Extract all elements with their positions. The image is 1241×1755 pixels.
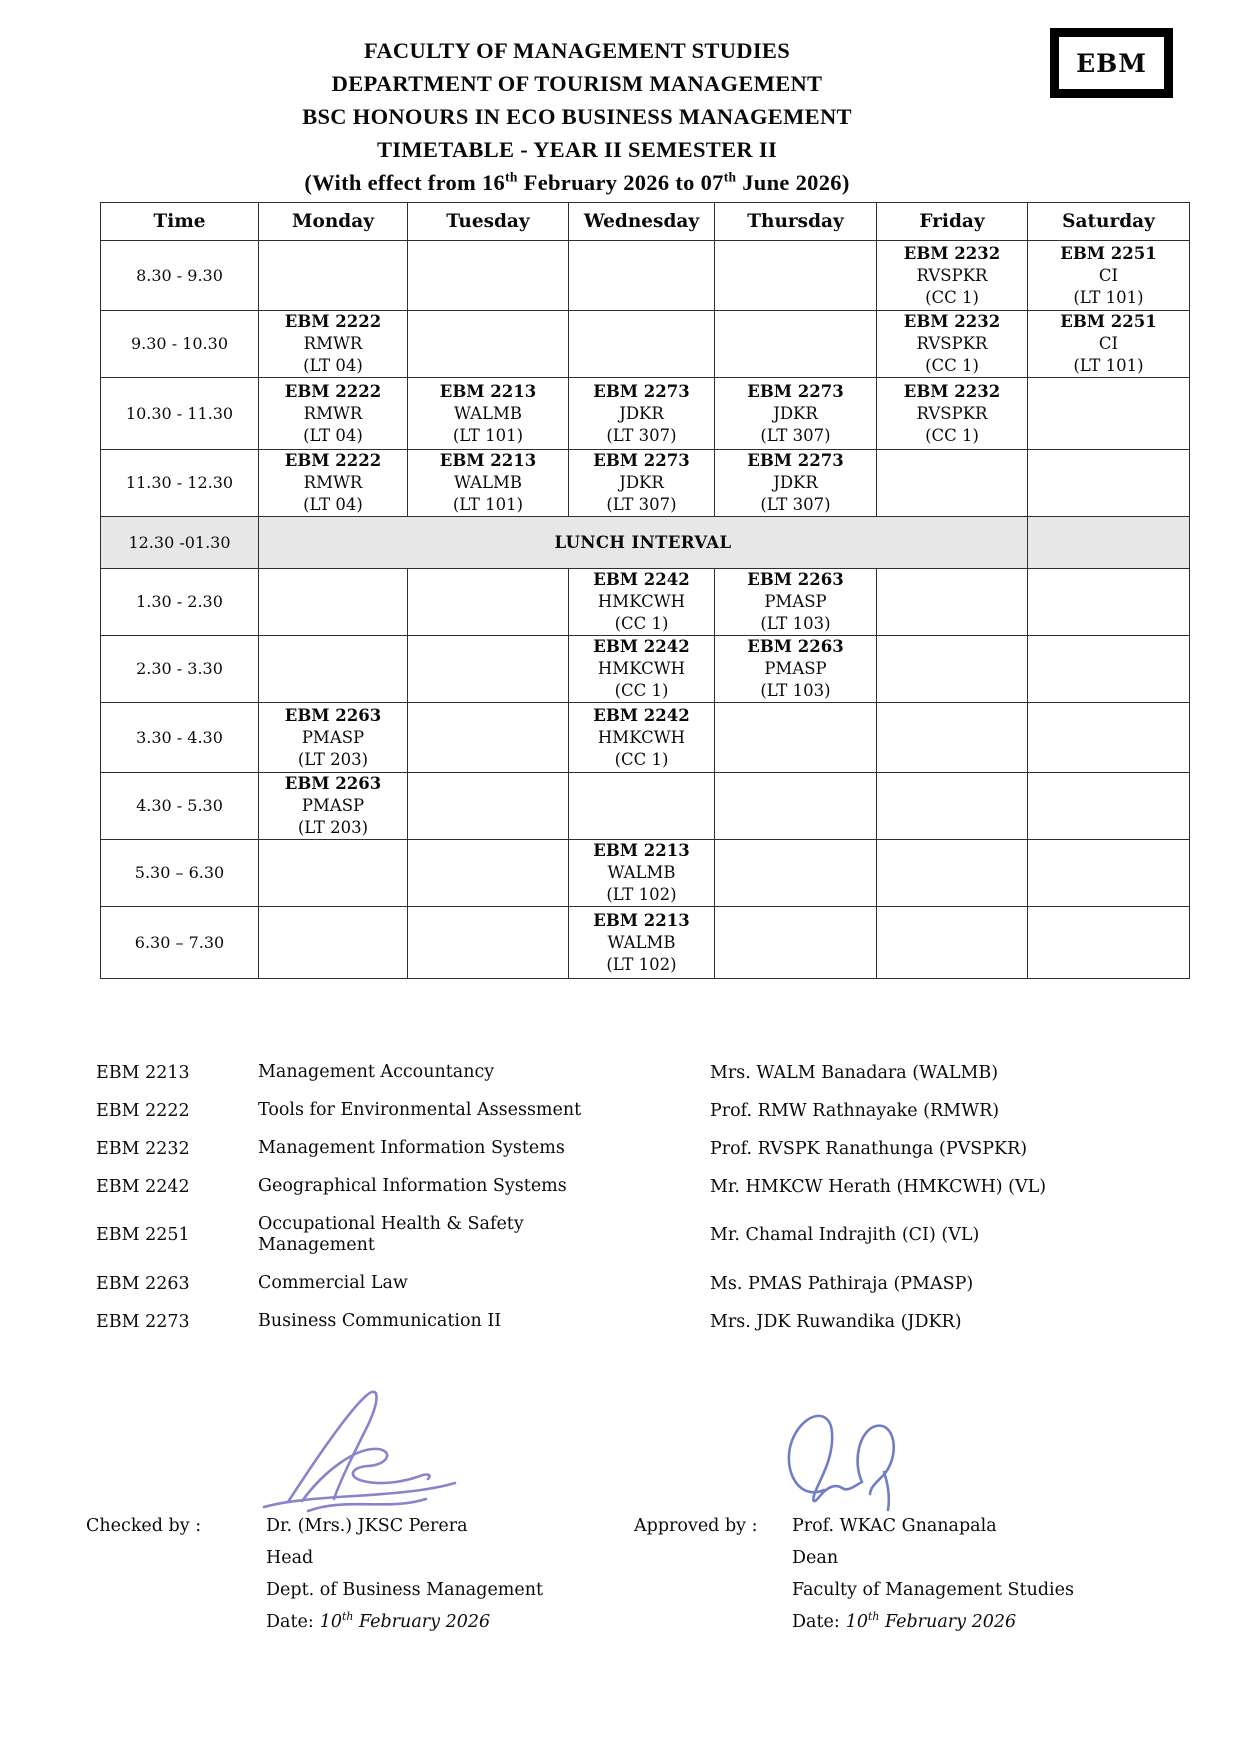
course-room: (LT 307) xyxy=(606,495,677,514)
ordinal-sup: th xyxy=(868,1610,880,1624)
empty-cell xyxy=(877,907,1028,979)
time-slot: 1.30 - 2.30 xyxy=(101,569,259,636)
ebm-logo-text: EBM xyxy=(1076,48,1147,78)
course-room: (CC 1) xyxy=(925,287,979,307)
timetable xyxy=(100,202,1190,979)
time-slot: 8.30 - 9.30 xyxy=(101,241,259,311)
empty-cell xyxy=(715,241,877,311)
course-cell xyxy=(259,450,408,517)
course-lecturer-code: PMASP xyxy=(764,659,827,678)
course-lecturer-code: HMKCWH xyxy=(597,659,686,678)
time-slot: 5.30 – 6.30 xyxy=(101,840,259,907)
course-code: EBM 2213 xyxy=(593,910,690,930)
course-code: EBM 2242 xyxy=(593,570,690,589)
date-label: Date: xyxy=(266,1612,314,1632)
empty-cell xyxy=(1028,773,1190,840)
course-room: (LT 203) xyxy=(297,749,369,769)
course-lecturer-code: WALMB xyxy=(453,403,523,423)
course-cell xyxy=(1028,311,1190,378)
empty-cell xyxy=(877,703,1028,773)
empty-cell xyxy=(877,569,1028,636)
course-cell xyxy=(259,703,408,773)
legend-row xyxy=(96,1062,1186,1084)
legend-course-code: EBM 2251 xyxy=(96,1225,190,1246)
document-header xyxy=(92,34,1062,199)
course-lecturer-code: CI xyxy=(1098,265,1119,285)
course-cell xyxy=(408,450,569,517)
empty-cell xyxy=(408,703,569,773)
course-room: (LT 101) xyxy=(1073,356,1144,375)
empty-cell xyxy=(259,907,408,979)
course-code: EBM 2263 xyxy=(747,637,844,656)
course-lecturer-code: PMASP xyxy=(764,592,827,611)
timetable-header-row xyxy=(101,203,1190,241)
empty-cell xyxy=(569,241,715,311)
course-lecturer-code: WALMB xyxy=(607,863,676,882)
col-header-thursday: Thursday xyxy=(715,203,877,241)
col-header-tuesday: Tuesday xyxy=(408,203,569,241)
course-cell xyxy=(569,450,715,517)
course-cell xyxy=(408,378,569,450)
legend-course-code: EBM 2232 xyxy=(96,1138,190,1159)
date-month-year: February 2026 xyxy=(879,1612,1017,1632)
course-code: EBM 2273 xyxy=(593,451,690,470)
course-code: EBM 2263 xyxy=(747,570,844,589)
timetable-row xyxy=(101,840,1190,907)
timetable-title: TIMETABLE - YEAR II SEMESTER II xyxy=(376,137,778,162)
legend-course-title: Tools for Environmental Assessment xyxy=(258,1099,582,1120)
course-room: (LT 307) xyxy=(760,425,831,445)
course-lecturer-code: WALMB xyxy=(453,473,523,492)
checked-name: Dr. (Mrs.) JKSC Perera xyxy=(266,1516,468,1536)
empty-cell xyxy=(877,450,1028,517)
empty-cell xyxy=(1028,636,1190,703)
legend-course-title: Commercial Law xyxy=(258,1273,408,1294)
course-room: (LT 101) xyxy=(1073,287,1144,307)
empty-cell xyxy=(877,773,1028,840)
course-code: EBM 2222 xyxy=(284,312,382,331)
course-cell xyxy=(877,378,1028,450)
empty-cell xyxy=(408,241,569,311)
legend-row xyxy=(96,1311,1186,1333)
ebm-logo xyxy=(1050,28,1173,98)
course-code: EBM 2222 xyxy=(284,451,382,470)
course-cell xyxy=(569,840,715,907)
timetable-row xyxy=(101,311,1190,378)
course-room: (LT 102) xyxy=(606,885,677,904)
course-cell xyxy=(715,450,877,517)
course-lecturer-code: JDKR xyxy=(619,403,664,423)
course-cell xyxy=(259,378,408,450)
time-slot: 2.30 - 3.30 xyxy=(101,636,259,703)
legend-course-title: Management Accountancy xyxy=(258,1062,495,1082)
course-room: (CC 1) xyxy=(614,681,669,700)
approved-by-block xyxy=(792,1510,1074,1638)
course-room: (LT 04) xyxy=(303,495,363,514)
legend-lecturer: Ms. PMAS Pathiraja (PMASP) xyxy=(710,1274,974,1295)
date-day: 10 xyxy=(845,1612,869,1632)
empty-cell xyxy=(1028,569,1190,636)
course-code: EBM 2213 xyxy=(593,841,690,860)
empty-cell xyxy=(715,703,877,773)
course-cell xyxy=(877,311,1028,378)
lunch-row xyxy=(101,517,1190,569)
empty-cell xyxy=(408,773,569,840)
course-code: EBM 2273 xyxy=(747,451,844,470)
date-value xyxy=(846,1612,1016,1632)
timetable-row xyxy=(101,773,1190,840)
course-code: EBM 2273 xyxy=(593,381,690,401)
legend-lecturer: Prof. RVSPK Ranathunga (PVSPKR) xyxy=(710,1138,1028,1159)
course-lecturer-code: HMKCWH xyxy=(597,727,686,747)
empty-cell xyxy=(259,241,408,311)
effective-dates-part: (With effect from 16 xyxy=(304,170,506,195)
course-code: EBM 2251 xyxy=(1060,243,1157,263)
legend-lecturer: Mrs. JDK Ruwandika (JDKR) xyxy=(710,1312,962,1333)
timetable-row xyxy=(101,569,1190,636)
course-lecturer-code: RMWR xyxy=(303,473,363,492)
empty-cell xyxy=(408,569,569,636)
course-lecturer-code: WALMB xyxy=(607,932,676,952)
ordinal-sup: th xyxy=(342,1610,354,1624)
checked-by-block xyxy=(266,1510,543,1638)
course-cell xyxy=(569,569,715,636)
empty-cell xyxy=(1028,703,1190,773)
course-code: EBM 2232 xyxy=(903,381,1001,401)
legend-course-title: Business Communication II xyxy=(258,1311,502,1332)
legend-course-title: Occupational Health & Safety Management xyxy=(258,1213,524,1256)
empty-cell xyxy=(408,907,569,979)
course-lecturer-code: JDKR xyxy=(773,473,818,492)
course-cell xyxy=(715,569,877,636)
date-value xyxy=(320,1612,490,1632)
course-lecturer-code: JDKR xyxy=(619,473,664,492)
course-code: EBM 2213 xyxy=(439,451,537,470)
course-cell xyxy=(715,378,877,450)
course-room: (CC 1) xyxy=(925,425,979,445)
signature-approved xyxy=(772,1368,927,1520)
date-day: 10 xyxy=(319,1612,343,1632)
course-room: (LT 101) xyxy=(452,425,524,445)
time-slot: 6.30 – 7.30 xyxy=(101,907,259,979)
empty-cell xyxy=(408,636,569,703)
checked-date xyxy=(266,1606,543,1638)
time-slot: 3.30 - 4.30 xyxy=(101,703,259,773)
empty-cell xyxy=(1028,517,1190,569)
course-code: EBM 2251 xyxy=(1060,312,1157,331)
legend-course-code: EBM 2222 xyxy=(96,1100,190,1121)
course-code: EBM 2222 xyxy=(284,381,382,401)
legend-course-title: Geographical Information Systems xyxy=(258,1175,567,1196)
course-room: (LT 101) xyxy=(452,495,524,514)
course-cell xyxy=(1028,241,1190,311)
course-room: (LT 103) xyxy=(760,614,831,633)
time-slot: 11.30 - 12.30 xyxy=(101,450,259,517)
checked-by-label: Checked by : xyxy=(86,1516,202,1536)
programme-title: BSC HONOURS IN ECO BUSINESS MANAGEMENT xyxy=(302,104,852,129)
empty-cell xyxy=(715,907,877,979)
timetable-row xyxy=(101,703,1190,773)
faculty-title: FACULTY OF MANAGEMENT STUDIES xyxy=(363,38,791,63)
legend-lecturer: Mr. Chamal Indrajith (CI) (VL) xyxy=(710,1225,980,1246)
empty-cell xyxy=(259,636,408,703)
empty-cell xyxy=(259,840,408,907)
col-header-saturday: Saturday xyxy=(1028,203,1190,241)
course-lecturer-code: CI xyxy=(1098,334,1119,353)
ordinal-sup: th xyxy=(723,169,737,185)
course-room: (CC 1) xyxy=(614,749,669,769)
legend-row xyxy=(96,1100,1186,1122)
approved-role: Dean xyxy=(792,1548,839,1568)
course-lecturer-code: RVSPKR xyxy=(916,334,988,353)
department-title: DEPARTMENT OF TOURISM MANAGEMENT xyxy=(331,71,823,96)
approved-name: Prof. WKAC Gnanapala xyxy=(792,1516,997,1536)
effective-dates xyxy=(92,166,1062,199)
empty-cell xyxy=(715,311,877,378)
empty-cell xyxy=(259,569,408,636)
course-lecturer-code: RVSPKR xyxy=(916,403,988,423)
legend-row xyxy=(96,1176,1186,1198)
empty-cell xyxy=(1028,840,1190,907)
col-header-friday: Friday xyxy=(877,203,1028,241)
course-room: (LT 04) xyxy=(303,356,363,375)
course-code: EBM 2263 xyxy=(284,774,382,793)
empty-cell xyxy=(1028,907,1190,979)
time-slot: 12.30 -01.30 xyxy=(101,517,259,569)
course-room: (LT 103) xyxy=(760,681,831,700)
course-cell xyxy=(569,907,715,979)
legend-row xyxy=(96,1138,1186,1160)
course-lecturer-code: RMWR xyxy=(303,334,363,353)
timetable-row xyxy=(101,378,1190,450)
course-cell xyxy=(259,311,408,378)
empty-cell xyxy=(1028,450,1190,517)
timetable-row xyxy=(101,450,1190,517)
effective-dates-part: June 2026) xyxy=(736,170,850,195)
empty-cell xyxy=(877,636,1028,703)
checked-role: Head xyxy=(266,1548,314,1568)
empty-cell xyxy=(877,840,1028,907)
legend-row xyxy=(96,1273,1186,1295)
course-lecturer-code: RVSPKR xyxy=(916,265,988,285)
effective-dates-part: February 2026 to 07 xyxy=(517,170,724,195)
date-label: Date: xyxy=(792,1612,840,1632)
legend-lecturer: Prof. RMW Rathnayake (RMWR) xyxy=(710,1100,1000,1121)
course-cell xyxy=(877,241,1028,311)
course-room: (LT 307) xyxy=(606,425,677,445)
course-lecturer-code: PMASP xyxy=(301,796,365,815)
legend-course-code: EBM 2213 xyxy=(96,1062,190,1083)
course-room: (CC 1) xyxy=(925,356,979,375)
legend-course-code: EBM 2263 xyxy=(96,1274,190,1295)
course-code: EBM 2242 xyxy=(593,637,690,656)
col-header-wednesday: Wednesday xyxy=(569,203,715,241)
timetable-row xyxy=(101,636,1190,703)
legend-row xyxy=(96,1214,1186,1258)
course-room: (CC 1) xyxy=(614,614,669,633)
course-code: EBM 2273 xyxy=(747,381,844,401)
course-room: (LT 203) xyxy=(297,818,369,837)
lunch-interval-cell: LUNCH INTERVAL xyxy=(259,517,1028,569)
date-month-year: February 2026 xyxy=(353,1612,491,1632)
approved-org: Faculty of Management Studies xyxy=(792,1580,1074,1600)
course-room: (LT 102) xyxy=(606,954,677,974)
legend-course-code: EBM 2242 xyxy=(96,1176,190,1197)
time-slot: 4.30 - 5.30 xyxy=(101,773,259,840)
course-lecturer-code: HMKCWH xyxy=(597,592,686,611)
empty-cell xyxy=(569,311,715,378)
legend-lecturer: Mr. HMKCW Herath (HMKCWH) (VL) xyxy=(710,1176,1047,1197)
empty-cell xyxy=(715,773,877,840)
course-code: EBM 2213 xyxy=(439,381,537,401)
empty-cell xyxy=(408,311,569,378)
empty-cell xyxy=(408,840,569,907)
course-lecturer-code: JDKR xyxy=(773,403,818,423)
ordinal-sup: th xyxy=(505,169,518,185)
col-header-time: Time xyxy=(101,203,259,241)
course-cell xyxy=(569,636,715,703)
course-code: EBM 2263 xyxy=(284,705,382,725)
course-room: (LT 04) xyxy=(303,425,363,445)
legend-lecturer: Mrs. WALM Banadara (WALMB) xyxy=(710,1062,999,1083)
legend-course-title: Management Information Systems xyxy=(258,1137,565,1158)
course-cell xyxy=(569,703,715,773)
timetable-row xyxy=(101,907,1190,979)
course-code: EBM 2242 xyxy=(593,705,690,725)
checked-org: Dept. of Business Management xyxy=(266,1580,544,1600)
timetable-row xyxy=(101,241,1190,311)
empty-cell xyxy=(569,773,715,840)
course-cell xyxy=(715,636,877,703)
course-legend xyxy=(96,1062,1186,1349)
approved-by-label: Approved by : xyxy=(634,1516,758,1536)
course-room: (LT 307) xyxy=(760,495,831,514)
empty-cell xyxy=(1028,378,1190,450)
approved-date xyxy=(792,1606,1074,1638)
course-lecturer-code: PMASP xyxy=(301,727,365,747)
signature-checked xyxy=(250,1385,465,1521)
time-slot: 10.30 - 11.30 xyxy=(101,378,259,450)
col-header-monday: Monday xyxy=(259,203,408,241)
course-code: EBM 2232 xyxy=(903,312,1001,331)
course-lecturer-code: RMWR xyxy=(303,403,363,423)
legend-course-code: EBM 2273 xyxy=(96,1312,190,1333)
empty-cell xyxy=(715,840,877,907)
course-cell xyxy=(569,378,715,450)
course-cell xyxy=(259,773,408,840)
course-code: EBM 2232 xyxy=(903,243,1001,263)
time-slot: 9.30 - 10.30 xyxy=(101,311,259,378)
